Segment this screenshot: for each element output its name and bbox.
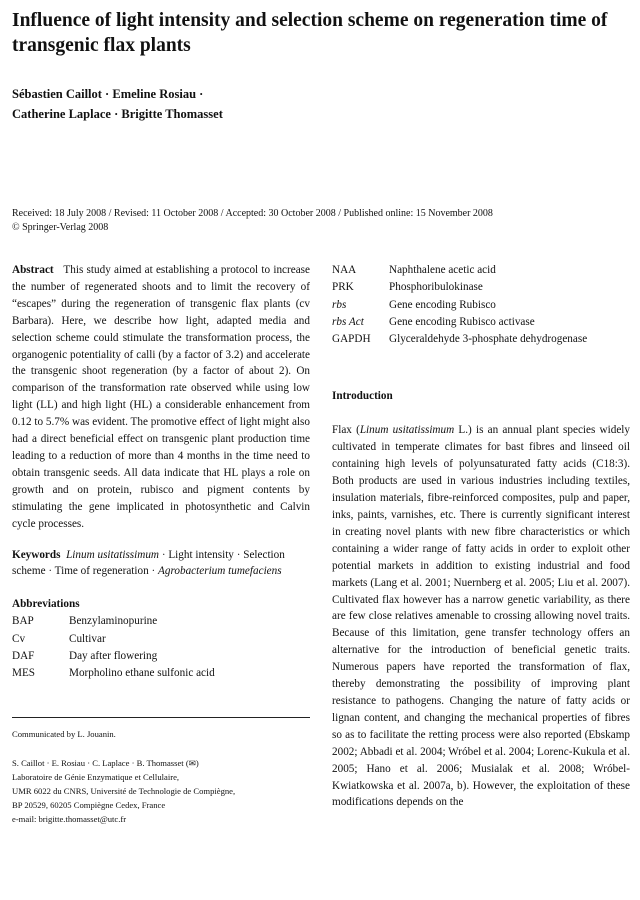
introduction-text: [332, 422, 630, 811]
publication-history: [12, 207, 622, 235]
left-column: [12, 262, 310, 826]
abbr-desc: Phosphoribulokinase: [389, 281, 483, 294]
affiliation-line: BP 20529, 60205 Compiègne Cedex, France: [12, 799, 166, 810]
abbr-desc: Naphthalene acetic acid: [389, 264, 496, 276]
abstract-text: This study aimed at establishing a protocol to increase the number of regenerated shoots and to limit the recovery of “escapes” during the regeneration of transgenic flax plants (cv Barbara). Here, we describe how light, adapted media and selection scheme could stimulate the transformation process, the organogenic potentiality of calli (by a factor of 3.2) and accelerate the transgenic shoot regeneration (by a factor of about 2). On comparison of the transformation rate observed while using low light (LL) and high light (HL) a considerable enhancement from 0.12 to 5.7% was evident. The promotive effect of light might also had a direct beneficial effect on transgenic plant production time leading to a reduction of more than 4 months in the time need to obtain transgenic seeds. All data indicate that HL plays a role on growth and on protein, rubisco and pigment contents by stimulating the gene implicated in photosynthetic and Calvin cycle processes.: [12, 264, 310, 530]
abbr-key: BAP: [12, 615, 34, 628]
abbr-key: Cv: [12, 632, 26, 645]
abbr-row: [12, 631, 215, 648]
affiliation-line: UMR 6022 du CNRS, Université de Technologie de Compiègne,: [12, 785, 236, 796]
abbr-row: [332, 314, 587, 331]
introduction-heading: Introduction: [332, 390, 393, 403]
keywords: [12, 547, 310, 581]
abbr-row: [332, 279, 587, 296]
abbr-desc: Morpholino ethane sulfonic acid: [69, 667, 215, 680]
abbreviations-table: [12, 613, 215, 682]
abbr-desc: Gene encoding Rubisco activase: [389, 315, 535, 328]
abbr-key: MES: [12, 667, 36, 680]
keyword-species: Linum usitatissimum: [66, 548, 160, 561]
right-column: [332, 262, 630, 811]
author-list: [12, 84, 512, 124]
abbr-row: [12, 613, 215, 630]
copyright-line: © Springer-Verlag 2008: [12, 222, 109, 233]
keyword-agrobacterium: Agrobacterium tumefaciens: [158, 565, 282, 578]
abbreviations-heading: Abbreviations: [12, 598, 80, 611]
abbr-key: GAPDH: [332, 333, 371, 346]
abbr-desc: Glyceraldehyde 3-phosphate dehydrogenase: [389, 333, 588, 346]
abbr-key: rbs: [332, 298, 347, 311]
abstract: [12, 262, 310, 533]
abbr-desc: Gene encoding Rubisco: [389, 298, 496, 311]
abbr-key: PRK: [332, 281, 354, 294]
abbr-key: DAF: [12, 649, 35, 662]
author-line: Sébastien Caillot · Emeline Rosiau ·: [12, 87, 204, 101]
dates-line: Received: 18 July 2008 / Revised: 11 October 2008 / Accepted: 30 October 2008 / Published online: 15 November 2008: [12, 208, 493, 219]
abbr-desc: Cultivar: [69, 632, 106, 645]
abbr-desc: Benzylaminopurine: [69, 615, 158, 628]
author-line: Catherine Laplace · Brigitte Thomasset: [12, 107, 223, 121]
intro-species-name: Linum usitatissimum: [359, 424, 455, 437]
abbr-desc: Day after flowering: [69, 649, 158, 662]
abbr-row: [12, 648, 215, 665]
affiliation-authors: S. Caillot · E. Rosiau · C. Laplace · B. Thomasset (✉): [12, 757, 199, 768]
abbreviations-table-continued: [332, 262, 587, 348]
abbr-row: [332, 262, 587, 279]
intro-text-part: L.) is an annual plant species widely cultivated in temperate climates for bast fibres and linseed oil containing high levels of polyunsaturated fatty acids (C18:3). Both products are used in various industries including textiles, insulation materials, fibre-reinforced composites, pulp and paper, inks, paints, varnishes, etc. There is currently significant interest in creating novel plants with new fibre characteristics or which containing a wider range of fatty acids in order to exploit other potential markets in addition to existing industrial and food markets (Lang et al. 2001; Nuernberg et al. 2005; Liu et al. 2007). Cultivated flax however has a narrow genetic variability, as there are few close relatives amenable to crossing allowing novel traits. Because of this limitation, gene transfer technology offers an alternative for the introduction of beneficial genetic traits. Numerous papers have reported the transformation of flax, thereby demonstrating the possibility of improving plant resistance to pathogens. Changing the nature of fatty acids or lignan content, and changing the mechanical properties of fibres so as to facilitate the retting process were also reported (Ebskamp 2002; Abbadi et al. 2004; Wróbel et al. 2004; Lorenc-Kukula et al. 2005; Hano et al. 2006; Musialak et al. 2008; Wróbel-Kwiatkowska et al. 2007a, b). However, the exploitation of these modifications depends on the: [332, 424, 630, 809]
abbr-row: [332, 297, 587, 314]
communicated-by: Communicated by L. Jouanin.: [12, 717, 310, 740]
abbr-row: [12, 665, 215, 682]
abbr-key: rbs Act: [332, 315, 364, 328]
abbr-key: NAA: [332, 264, 357, 276]
intro-text-part: Flax (: [332, 424, 360, 437]
abbr-row: [332, 331, 587, 348]
affiliation-line: Laboratoire de Génie Enzymatique et Cellulaire,: [12, 771, 180, 782]
keywords-label: Keywords: [12, 548, 61, 561]
abstract-label: Abstract: [12, 264, 54, 276]
paper-title: Influence of light intensity and selection scheme on regeneration time of transgenic flax plants: [12, 10, 608, 56]
affiliation-email: e-mail: brigitte.thomasset@utc.fr: [12, 813, 127, 824]
keyword-list: · Light intensity · Selection scheme · Time of regeneration ·: [12, 548, 285, 578]
affiliation: [12, 756, 310, 826]
